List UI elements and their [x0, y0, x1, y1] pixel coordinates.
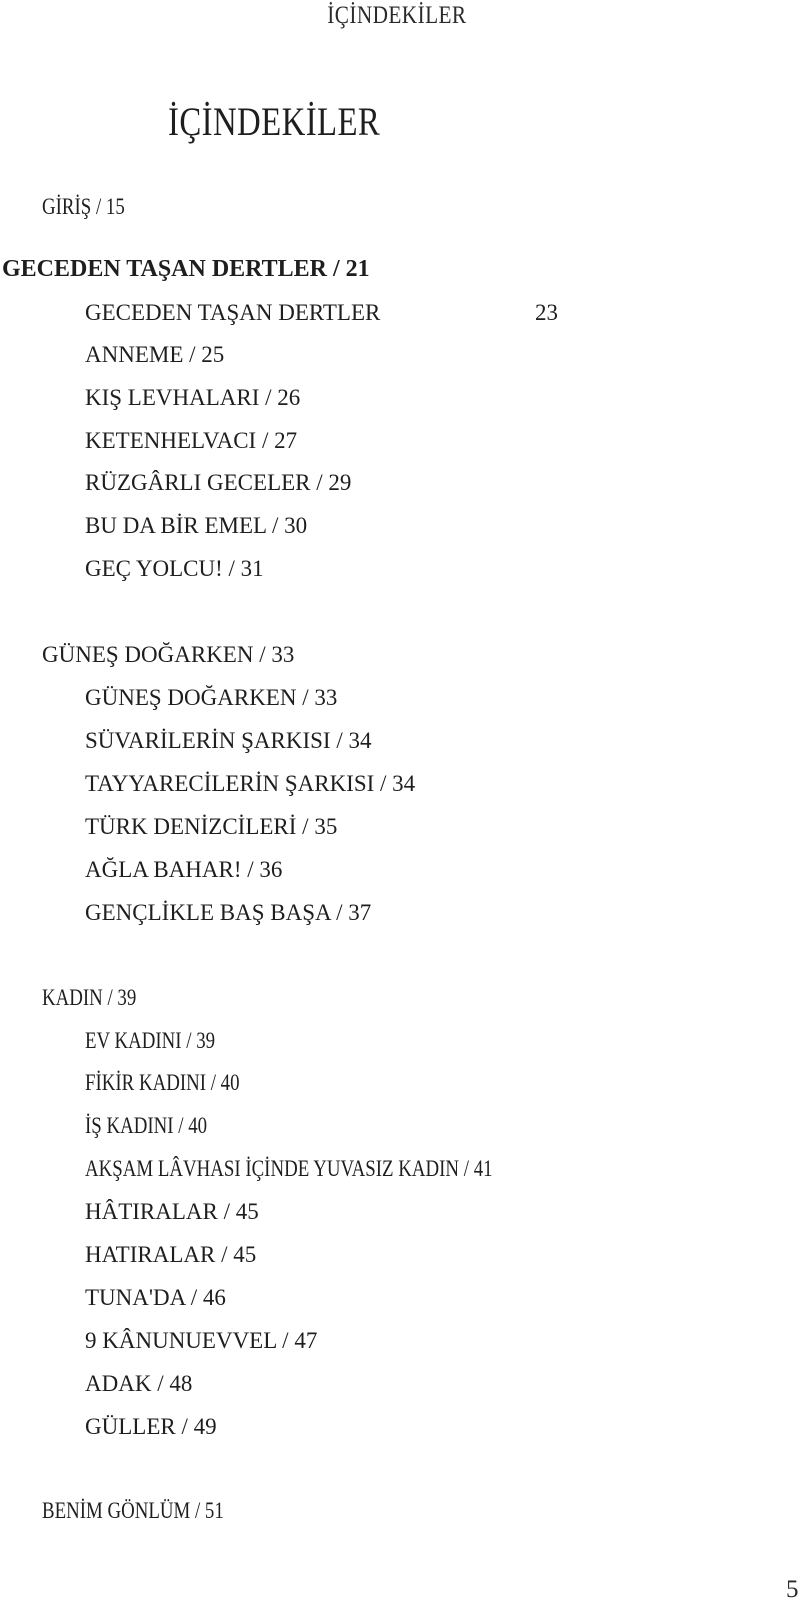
page-number: 5 — [786, 1576, 799, 1603]
toc-entry: GENÇLİKLE BAŞ BAŞA / 37 — [85, 900, 372, 925]
toc-entry: İŞ KADINI / 40 — [85, 1113, 208, 1138]
toc-entry-page: 23 — [535, 300, 558, 325]
toc-entry: FİKİR KADINI / 40 — [85, 1070, 240, 1095]
toc-entry: BU DA BİR EMEL / 30 — [85, 513, 308, 538]
toc-section-gunes-dogarken: GÜNEŞ DOĞARKEN / 33 — [42, 642, 295, 667]
toc-entry: GEÇ YOLCU! / 31 — [85, 556, 264, 581]
toc-entry: EV KADINI / 39 — [85, 1028, 216, 1053]
toc-entry: GÜLLER / 49 — [85, 1414, 217, 1439]
toc-entry: TÜRK DENİZCİLERİ / 35 — [85, 814, 338, 839]
toc-entry — [85, 300, 558, 326]
toc-entry: TAYYARECİLERİN ŞARKISI / 34 — [85, 771, 416, 796]
toc-entry: HATIRALAR / 45 — [85, 1242, 257, 1267]
toc-section-geceden-tasan-dertler: GECEDEN TAŞAN DERTLER / 21 — [2, 256, 370, 282]
toc-entry-giris: GİRİŞ / 15 — [42, 194, 125, 219]
toc-entry: AĞLA BAHAR! / 36 — [85, 857, 283, 882]
toc-entry: KETENHELVACI / 27 — [85, 428, 298, 453]
toc-entry: KIŞ LEVHALARI / 26 — [85, 385, 301, 410]
toc-section-kadin: KADIN / 39 — [42, 985, 137, 1010]
toc-entry-title: GECEDEN TAŞAN DERTLER — [85, 300, 381, 325]
toc-entry: ANNEME / 25 — [85, 342, 225, 367]
toc-entry: 9 KÂNUNUEVVEL / 47 — [85, 1328, 318, 1353]
toc-entry: ADAK / 48 — [85, 1371, 193, 1396]
toc-section-benim-gonlum: BENİM GÖNLÜM / 51 — [42, 1498, 224, 1523]
page-title: İÇİNDEKİLER — [168, 99, 381, 144]
toc-entry: RÜZGÂRLI GECELER / 29 — [85, 470, 352, 495]
toc-entry: HÂTIRALAR / 45 — [85, 1199, 259, 1224]
toc-entry: AKŞAM LÂVHASI İÇİNDE YUVASIZ KADIN / 41 — [85, 1156, 493, 1181]
running-header-text: İÇİNDEKİLER — [327, 2, 467, 29]
toc-entry: TUNA'DA / 46 — [85, 1285, 226, 1310]
toc-entry: SÜVARİLERİN ŞARKISI / 34 — [85, 728, 372, 753]
toc-entry: GÜNEŞ DOĞARKEN / 33 — [85, 685, 338, 710]
